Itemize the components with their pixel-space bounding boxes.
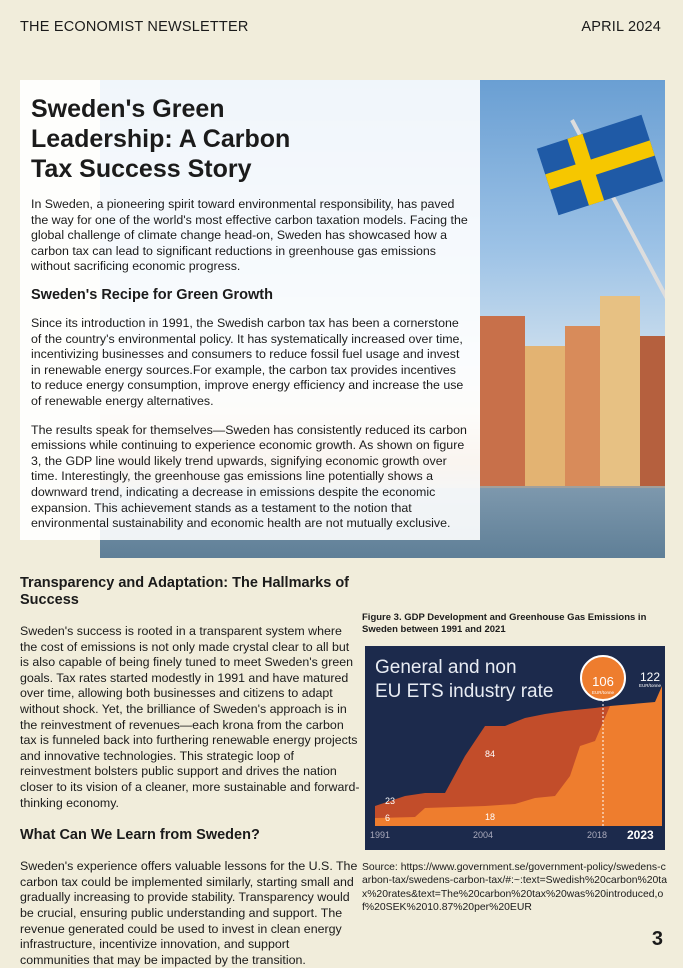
x-label-1991: 1991 (370, 830, 391, 840)
issue-date: APRIL 2024 (581, 19, 661, 35)
paragraph: The results speak for themselves—Sweden has consistently reduced its carbon emissions while continuing to experience economic growth. As shown on figure 3, the GDP line would likely trend upwards, signifying economic growth over time. Interestingly, the greenhouse gas emissions line potentially shows a downward trend, indicating a decrease in emissions despite the economic expansion. This achievement stands as a testament to the notion that environmental sustainability and economic health are not mutually exclusive. (31, 422, 467, 531)
label-6: 6 (385, 813, 391, 823)
label-84: 84 (485, 749, 496, 759)
building (480, 316, 525, 486)
section-heading: Transparency and Adaptation: The Hallmarks of Success (20, 575, 350, 608)
swedish-flag (537, 115, 663, 216)
x-label-2023: 2023 (627, 828, 654, 842)
building (640, 336, 665, 486)
intro-paragraph: In Sweden, a pioneering spirit toward environmental responsibility, has paved the way for one of the world's most effective carbon taxation models. Facing the global challenge of climate change head-on, Sweden has showcased how a carbon tax can lead to significant reductions in greenhouse gas emissions without sacrificing economic progress. (31, 197, 468, 274)
section-heading: What Can We Learn from Sweden? (20, 827, 260, 844)
article-card (20, 80, 480, 540)
label-23: 23 (385, 796, 396, 806)
chart-title-line1: General and non (375, 657, 517, 678)
label-122: 122 (639, 670, 661, 684)
left-column (20, 575, 360, 968)
paragraph: Since its introduction in 1991, the Swedish carbon tax has been a cornerstone of the country's environmental policy. It has systematically increased over time, incentivizing businesses and consumers to reduce fossil fuel usage and invest in renewable energy sources.For example, the carbon tax provides incentives to reduce energy consumption, improve energy efficiency and increase the use of renewable energy alternatives. (31, 315, 464, 408)
paragraph: Sweden's experience offers valuable lessons for the U.S. The carbon tax could be implemented similarly, starting small and gradually increasing to provide stability. Transparency would be crucial, ensuring public understanding and support. The revenue generated could be used to invest in clean energy infrastructure, incentivize innovation, and support communities that may be impacted by the transition. (20, 859, 358, 967)
carbon-tax-chart (365, 646, 665, 850)
building (600, 296, 640, 486)
building (525, 346, 565, 486)
label-106: 106 (592, 674, 614, 689)
article-title: Sweden's Green Leadership: A Carbon Tax Success Story (31, 95, 291, 183)
page-number: 3 (651, 928, 663, 950)
unit-106: EUR/tonne (591, 690, 615, 695)
label-18: 18 (485, 812, 496, 822)
paragraph: Sweden's success is rooted in a transparent system where the cost of emissions is not only made crystal clear to all but is also capable of being finely tuned to meet Sweden's green goals. Tax rates started modestly in 1991 and have matured over time, allowing both businesses and citizens to adapt without shock. Yet, the brilliance of Sweden's approach is in the reinvestment of revenues—each krona from the carbon tax is funneled back into furthering renewable energy projects and innovative technologies. This strategic loop of reinvestment bolsters public support and drives the nation closer to its vision of a cleaner, more sustainable and forward-thinking economy. (20, 624, 360, 810)
publication-name: THE ECONOMIST NEWSLETTER (20, 19, 249, 35)
section-heading: Sweden's Recipe for Green Growth (31, 286, 273, 303)
unit-122: EUR/tonne (638, 683, 662, 688)
figure-caption: Figure 3. GDP Development and Greenhouse Gas Emissions in Sweden between 1991 and 2021 (362, 612, 647, 635)
x-label-2004: 2004 (473, 830, 494, 840)
x-label-2018: 2018 (587, 830, 608, 840)
building (565, 326, 600, 486)
chart-title-line2: EU ETS industry rate (375, 681, 554, 702)
figure-source: Source: https://www.government.se/government-policy/swedens-carbon-tax/swedens-carbon-tax/#:~:text=Swedish%20carbon%20tax%20rates&text=The%20carbon%20tax%20was%20introduced,of%20SEK%2010.87%20per%20EUR (362, 862, 667, 913)
